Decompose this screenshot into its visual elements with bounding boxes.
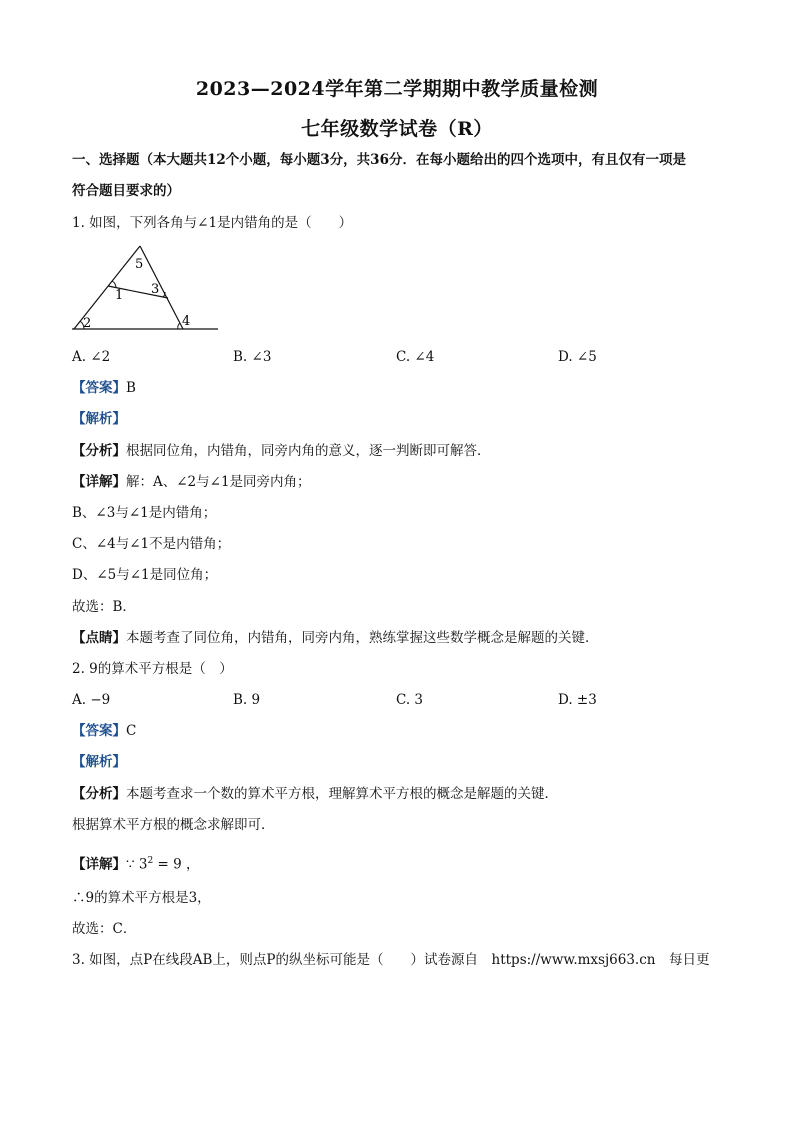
section-heading-cont: 符合题目要求的） <box>72 183 180 199</box>
q1-line-b: B、∠3与∠1是内错角； <box>72 505 217 521</box>
analysis-tag: 【解析】 <box>72 411 126 427</box>
q1-option-c: C. ∠4 <box>396 349 435 365</box>
right-side <box>140 246 183 329</box>
q2-conclusion: ∴9的算术平方根是3， <box>72 890 211 906</box>
q1-fenxi <box>72 441 491 461</box>
label-4: 4 <box>182 314 191 329</box>
label-1: 1 <box>115 288 124 303</box>
angle-1-arc <box>112 281 116 287</box>
q2-option-b: B. 9 <box>233 692 261 708</box>
q1-answer <box>72 378 136 398</box>
label-2: 2 <box>83 316 92 331</box>
angle-4-arc <box>178 323 180 329</box>
q2-fenxi <box>72 784 558 804</box>
q2-option-a: A. −9 <box>72 692 111 708</box>
q1-line-d: D、∠5与∠1是同位角； <box>72 567 218 583</box>
xiangjie-post: = 9 ， <box>153 856 200 873</box>
q2-choose: 故选：C． <box>72 921 137 937</box>
label-5: 5 <box>135 257 144 272</box>
answer-tag: 【答案】 <box>72 380 126 396</box>
fenxi-tag: 【分析】 <box>72 443 126 459</box>
q1-line-c: C、∠4与∠1不是内错角； <box>72 536 231 552</box>
analysis-tag: 【解析】 <box>72 754 126 770</box>
q1-stem: 1. 如图，下列各角与∠1是内错角的是（ ） <box>72 215 353 231</box>
answer-tag: 【答案】 <box>72 723 126 739</box>
q1-analysis-tag <box>72 409 126 429</box>
exam-title: 2023—2024学年第二学期期中教学质量检测 <box>195 78 599 100</box>
exponent: 2 <box>147 856 154 866</box>
q2-answer <box>72 721 136 741</box>
q2-stem: 2. 9的算术平方根是（ ） <box>72 661 233 677</box>
label-3: 3 <box>151 282 160 297</box>
xiangjie-tag: 【详解】 <box>72 474 126 490</box>
q1-option-a: A. ∠2 <box>72 349 111 365</box>
exam-subtitle: 七年级数学试卷（R） <box>301 118 493 140</box>
q1-xiangjie <box>72 472 311 492</box>
fenxi-tag: 【分析】 <box>72 786 126 802</box>
section-heading: 一、选择题（本大题共12个小题，每小题3分，共36分．在每小题给出的四个选项中，有且仅有一项是 <box>72 152 686 168</box>
q1-option-b: B. ∠3 <box>233 349 272 365</box>
q2-analysis-tag <box>72 752 126 772</box>
q1-choose: 故选：B． <box>72 599 136 615</box>
q2-fenxi-2: 根据算术平方根的概念求解即可． <box>72 817 275 833</box>
xiangjie-text: 解：A、∠2与∠1是同旁内角； <box>126 474 311 490</box>
answer-value: B <box>126 380 136 396</box>
q2-option-d: D. ±3 <box>558 692 597 708</box>
xiangjie-pre: ∵ 3 <box>126 856 148 873</box>
q1-triangle-figure <box>68 240 228 335</box>
q2-xiangjie <box>72 851 200 875</box>
answer-value: C <box>126 723 137 739</box>
fenxi-text: 根据同位角，内错角，同旁内角的意义，逐一判断即可解答． <box>126 443 491 459</box>
dianjing-tag: 【点睛】 <box>72 630 126 646</box>
q3-stem: 3. 如图，点P在线段AB上，则点P的纵坐标可能是（ ）试卷源自 https://www.mxsj663.cn 每日更 <box>72 952 710 968</box>
xiangjie-tag: 【详解】 <box>72 856 126 873</box>
q1-option-d: D. ∠5 <box>558 349 597 365</box>
q1-dianjing <box>72 628 599 648</box>
dianjing-text: 本题考查了同位角，内错角，同旁内角，熟练掌握这些数学概念是解题的关键． <box>126 630 599 646</box>
fenxi-text: 本题考查求一个数的算术平方根，理解算术平方根的概念是解题的关键． <box>126 786 558 802</box>
q2-option-c: C. 3 <box>396 692 424 708</box>
